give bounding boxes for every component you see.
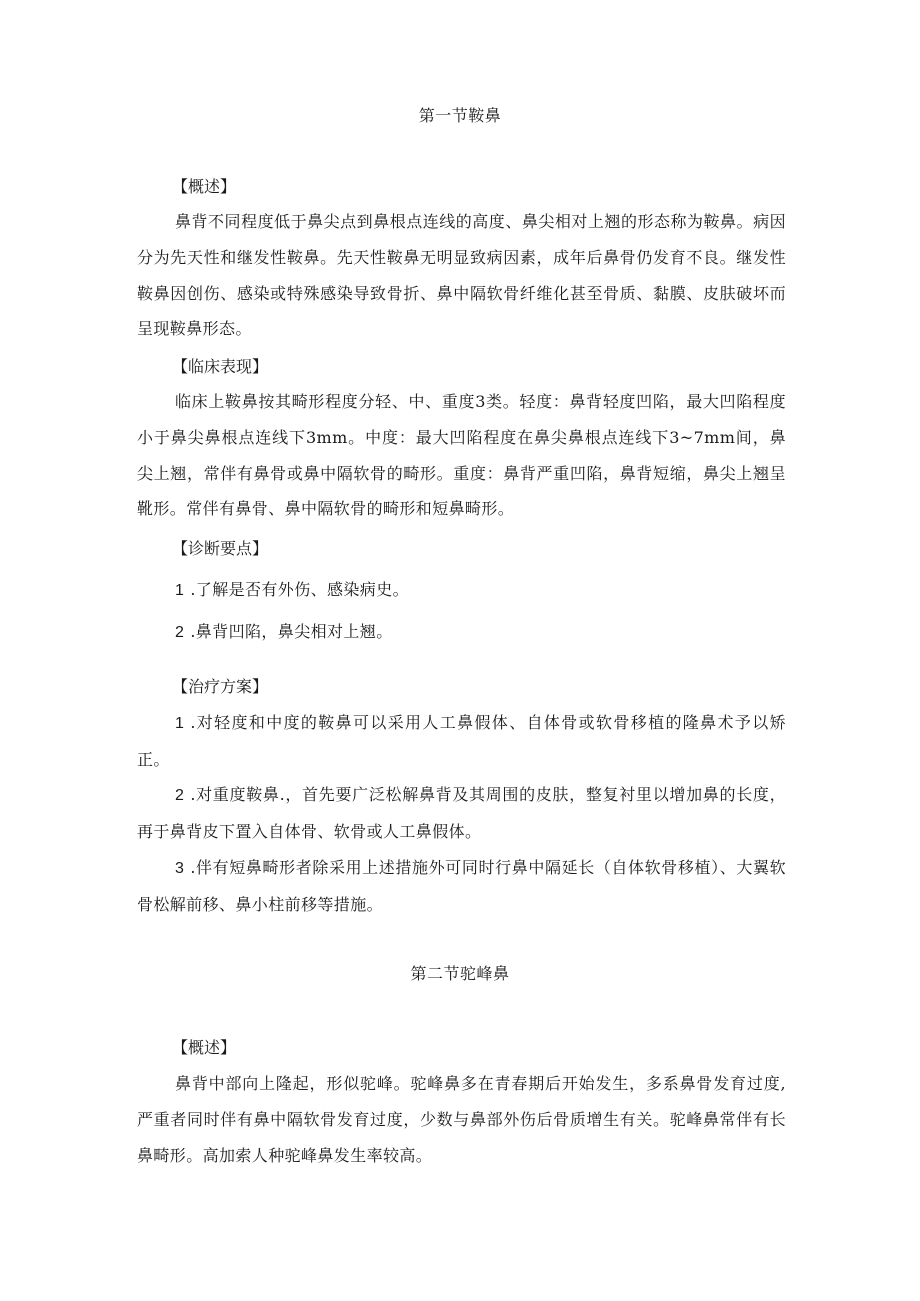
- section1-clinical-text: 临床上鞍鼻按其畸形程度分轻、中、重度3类。轻度：鼻背轻度凹陷，最大凹陷程度小于鼻尖鼻根点连线下3mm。中度：最大凹陷程度在鼻尖鼻根点连线下3~7mm间，鼻尖上翘，常伴有鼻骨或鼻中隔软骨的畸形。重度：鼻背严重凹陷，鼻背短缩，鼻尖上翘呈靴形。常伴有鼻骨、鼻中隔软骨的畸形和短鼻畸形。: [137, 392, 786, 519]
- treatment-item-3: 3 .伴有短鼻畸形者除采用上述措施外可同时行鼻中隔延长（自体软骨移植）、大翼软骨松解前移、鼻小柱前移等措施。: [137, 858, 786, 914]
- section2-overview-text: 鼻背中部向上隆起，形似驼峰。驼峰鼻多在青春期后开始发生，多系鼻骨发育过度,严重者同时伴有鼻中隔软骨发育过度，少数与鼻部外伤后骨质增生有关。驼峰鼻常伴有长鼻畸形。高加索人种驼峰鼻发生率较高。: [137, 1074, 786, 1165]
- section1-title: 第一节鞍鼻: [418, 106, 502, 125]
- section1-treatment-heading: 【治疗方案】: [172, 677, 269, 696]
- section1-overview-text: 鼻背不同程度低于鼻尖点到鼻根点连线的高度、鼻尖相对上翘的形态称为鞍鼻。病因分为先天性和继发性鞍鼻。先天性鞍鼻无明显致病因素，成年后鼻骨仍发育不良。继发性鞍鼻因创伤、感染或特殊感染导致骨折、鼻中隔软骨纤维化甚至骨质、黏膜、皮肤破坏而呈现鞍鼻形态。: [137, 212, 786, 339]
- section2-overview-heading: 【概述】: [172, 1038, 237, 1057]
- treatment-item-1: 1 .对轻度和中度的鞍鼻可以采用人工鼻假体、自体骨或软骨移植的隆鼻术予以矫正。: [137, 713, 786, 769]
- treatment-item-2: 2 .对重度鞍鼻.，首先要广泛松解鼻背及其周围的皮肤，整复衬里以增加鼻的长度，再于鼻背皮下置入自体骨、软骨或人工鼻假体。: [137, 785, 786, 841]
- diagnosis-item-2: 2 .鼻背凹陷，鼻尖相对上翘。: [175, 622, 393, 641]
- section2-title: 第二节驼峰鼻: [410, 964, 510, 983]
- section1-diagnosis-heading: 【诊断要点】: [172, 539, 269, 558]
- section1-clinical-heading: 【临床表现】: [172, 357, 269, 376]
- section1-overview-heading: 【概述】: [172, 177, 237, 196]
- diagnosis-item-1: 1 .了解是否有外伤、感染病史。: [175, 580, 409, 599]
